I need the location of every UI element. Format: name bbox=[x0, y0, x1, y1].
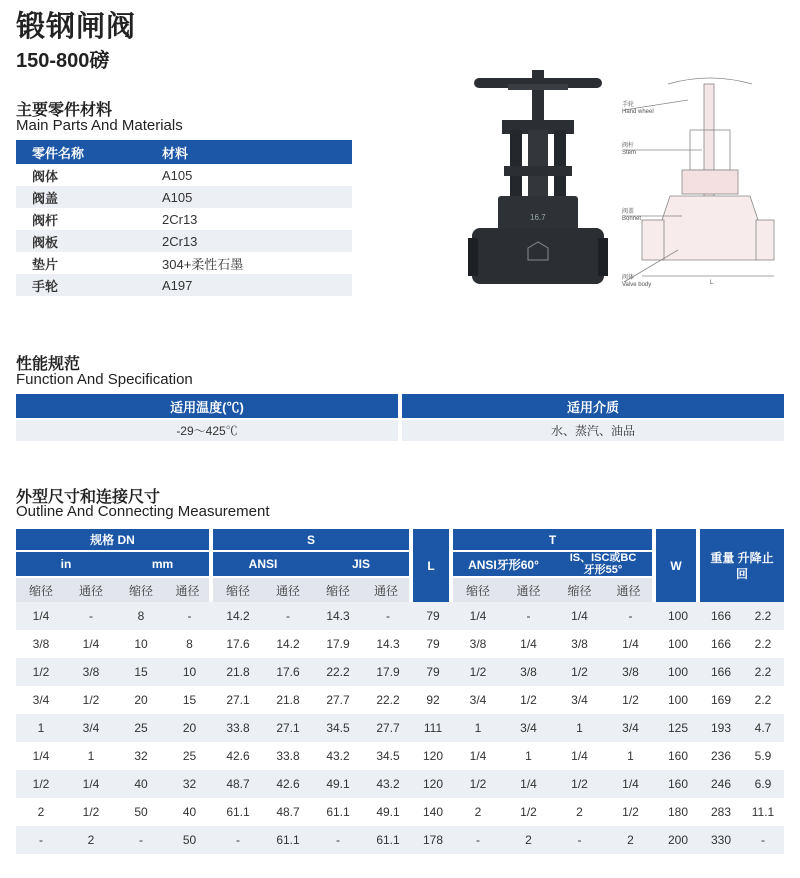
part-name: 手轮 bbox=[16, 274, 162, 296]
table-cell: 6.9 bbox=[742, 770, 784, 798]
header-dn: 规格 DN bbox=[16, 529, 213, 552]
table-cell: 283 bbox=[710, 805, 732, 819]
table-row bbox=[16, 826, 784, 854]
table-row bbox=[16, 798, 784, 826]
table-cell: 14.2 bbox=[213, 602, 263, 630]
table-cell: 3/4 bbox=[605, 714, 656, 742]
table-cell: 34.5 bbox=[313, 714, 363, 742]
table-cell: 236 bbox=[710, 749, 732, 763]
table-cell: 3/4 bbox=[469, 693, 487, 707]
table-cell: 1/2 bbox=[82, 805, 100, 819]
table-cell: 61.1 bbox=[326, 805, 350, 819]
header-jis: JIS bbox=[313, 552, 413, 578]
label-bonnet-cn: 阀盖 bbox=[622, 209, 635, 215]
part-material: A105 bbox=[162, 167, 193, 183]
table-cell: - bbox=[554, 826, 605, 854]
header-mm: mm bbox=[116, 552, 213, 578]
table-cell: 100 bbox=[667, 637, 689, 651]
part-name: 阀板 bbox=[16, 230, 162, 252]
label-hand-wheel-cn: 手轮 bbox=[622, 102, 635, 108]
table-cell: 2 bbox=[503, 826, 554, 854]
table-cell: 111 bbox=[413, 714, 453, 742]
sub-header: 缩径 bbox=[213, 578, 263, 602]
table-cell: 1 bbox=[525, 749, 532, 763]
table-cell: - bbox=[503, 602, 554, 630]
parts-table bbox=[16, 140, 352, 296]
table-cell: 8 bbox=[186, 637, 193, 651]
table-cell: 1 bbox=[453, 714, 503, 742]
table-cell: 2 bbox=[66, 826, 116, 854]
table-cell: 1/4 bbox=[66, 770, 116, 798]
table-cell: 4.7 bbox=[742, 714, 784, 742]
table-cell: 61.1 bbox=[226, 805, 250, 819]
table-cell: 20 bbox=[134, 693, 148, 707]
table-cell: 14.2 bbox=[276, 637, 300, 651]
table-row bbox=[16, 658, 784, 686]
table-cell: 166 bbox=[710, 637, 732, 651]
label-l: L bbox=[710, 280, 714, 286]
part-name: 垫片 bbox=[32, 256, 59, 272]
table-cell: 160 bbox=[656, 770, 700, 798]
table-cell: 3/8 bbox=[469, 637, 487, 651]
table-cell: 79 bbox=[426, 637, 440, 651]
table-cell: 1/4 bbox=[16, 602, 66, 630]
table-cell: 32 bbox=[134, 749, 148, 763]
table-cell: - bbox=[116, 826, 166, 854]
table-cell: 42.6 bbox=[263, 770, 313, 798]
table-cell: 2.2 bbox=[742, 658, 784, 686]
header-weight-text: 重量 升降止回 bbox=[710, 550, 774, 581]
table-cell: 180 bbox=[667, 805, 689, 819]
table-cell: 1/4 bbox=[503, 770, 554, 798]
table-cell: 27.1 bbox=[226, 693, 250, 707]
label-stem-en: Stem bbox=[622, 150, 637, 156]
part-material: 2Cr13 bbox=[162, 230, 352, 252]
table-cell: 40 bbox=[116, 770, 166, 798]
parts-header-row bbox=[16, 140, 352, 164]
table-cell: 169 bbox=[710, 693, 732, 707]
part-material: 304+柔性石墨 bbox=[162, 256, 244, 272]
table-cell: 178 bbox=[413, 826, 453, 854]
sub-header: 缩径 bbox=[16, 578, 66, 602]
table-cell: 49.1 bbox=[313, 770, 363, 798]
table-row bbox=[16, 208, 352, 230]
table-cell: 246 bbox=[700, 770, 742, 798]
label-body-cn: 阀体 bbox=[622, 275, 635, 281]
table-cell: 160 bbox=[667, 749, 689, 763]
table-cell: 1/2 bbox=[622, 693, 639, 707]
table-cell: 1/4 bbox=[571, 749, 588, 763]
dimension-table bbox=[16, 529, 784, 602]
table-cell: 21.8 bbox=[213, 658, 263, 686]
table-cell: 11.1 bbox=[751, 805, 775, 819]
table-cell: 40 bbox=[182, 805, 197, 819]
table-cell: 2.2 bbox=[754, 693, 772, 707]
table-cell: 2 bbox=[576, 805, 583, 819]
part-name: 阀杆 bbox=[32, 212, 59, 228]
table-cell: 3/8 bbox=[66, 658, 116, 686]
table-row bbox=[16, 602, 784, 630]
table-cell: 43.2 bbox=[326, 749, 350, 763]
header-w: W bbox=[656, 529, 700, 602]
label-bonnet-en: Bonnet bbox=[622, 216, 642, 222]
parts-title-en: Main Parts And Materials bbox=[16, 117, 183, 134]
photo-mark: 16.7 bbox=[530, 213, 546, 222]
spec-table bbox=[16, 394, 784, 441]
header-t: T bbox=[453, 529, 656, 552]
table-row bbox=[16, 252, 352, 274]
table-cell: 120 bbox=[413, 770, 453, 798]
table-cell: 27.7 bbox=[326, 693, 350, 707]
table-cell: - bbox=[166, 602, 213, 630]
table-cell: 50 bbox=[166, 826, 213, 854]
table-cell: 14.3 bbox=[376, 637, 400, 651]
table-cell: 61.1 bbox=[263, 826, 313, 854]
table-cell: 17.6 bbox=[263, 658, 313, 686]
table-cell: 22.2 bbox=[313, 658, 363, 686]
table-cell: 10 bbox=[166, 658, 213, 686]
valve-section-drawing bbox=[618, 70, 778, 295]
table-cell: 2.2 bbox=[754, 637, 772, 651]
table-cell: 1 bbox=[87, 749, 95, 763]
table-cell: 1/2 bbox=[622, 805, 639, 819]
table-cell: 100 bbox=[656, 602, 700, 630]
table-cell: 3/4 bbox=[66, 714, 116, 742]
table-cell: 17.9 bbox=[326, 637, 350, 651]
dim-title-en: Outline And Connecting Measurement bbox=[16, 503, 270, 520]
part-material: A197 bbox=[162, 274, 352, 296]
table-cell: 193 bbox=[700, 714, 742, 742]
table-cell: 22.2 bbox=[376, 693, 400, 707]
table-row bbox=[16, 230, 352, 252]
sub-header: 缩径 bbox=[453, 578, 503, 602]
table-cell: 100 bbox=[656, 658, 700, 686]
table-cell: - bbox=[363, 602, 413, 630]
table-cell: 43.2 bbox=[363, 770, 413, 798]
parts-title-cn: 主要零件材料 bbox=[16, 102, 113, 119]
table-cell: 2 bbox=[37, 805, 45, 819]
spec-title-en: Function And Specification bbox=[16, 371, 193, 388]
table-cell: 1/2 bbox=[16, 658, 66, 686]
sub-header: 缩径 bbox=[554, 578, 605, 602]
table-cell: 1/2 bbox=[82, 693, 100, 707]
table-cell: 17.9 bbox=[363, 658, 413, 686]
table-cell: 1/2 bbox=[16, 770, 66, 798]
header-ansi: ANSI bbox=[213, 552, 313, 578]
page-subtitle: 150-800磅 bbox=[16, 50, 110, 72]
table-cell: - bbox=[453, 826, 503, 854]
table-row bbox=[16, 770, 784, 798]
label-hand-wheel-en: Hand wheel bbox=[622, 109, 654, 115]
header-is-thread bbox=[554, 552, 656, 578]
table-cell: 25 bbox=[182, 749, 197, 763]
table-cell: 1 bbox=[16, 714, 66, 742]
header-s: S bbox=[213, 529, 413, 552]
table-row bbox=[16, 186, 352, 208]
sub-header: 通径 bbox=[66, 578, 116, 602]
table-cell: 61.1 bbox=[363, 826, 413, 854]
table-cell: 1/4 bbox=[32, 749, 50, 763]
table-row bbox=[16, 164, 352, 186]
table-row bbox=[16, 714, 784, 742]
table-cell: 50 bbox=[134, 805, 148, 819]
table-cell: - bbox=[263, 602, 313, 630]
spec-header-medium: 适用介质 bbox=[402, 394, 784, 418]
table-cell: 140 bbox=[422, 805, 444, 819]
table-cell: 25 bbox=[116, 714, 166, 742]
table-cell: 15 bbox=[116, 658, 166, 686]
valve-photo bbox=[468, 70, 608, 290]
table-cell: - bbox=[213, 826, 263, 854]
dim-title-cn: 外型尺寸和连接尺寸 bbox=[16, 489, 161, 506]
sub-header: 通径 bbox=[263, 578, 313, 602]
table-cell: 1/2 bbox=[520, 693, 537, 707]
table-cell: 8 bbox=[116, 602, 166, 630]
table-cell: 14.3 bbox=[313, 602, 363, 630]
table-cell: 3/8 bbox=[571, 637, 588, 651]
parts-header-name: 零件名称 bbox=[16, 140, 162, 164]
table-cell: 42.6 bbox=[226, 749, 250, 763]
table-cell: 2.2 bbox=[742, 602, 784, 630]
table-cell: 1/4 bbox=[453, 602, 503, 630]
table-cell: 10 bbox=[134, 637, 148, 651]
table-cell: 79 bbox=[413, 602, 453, 630]
parts-header-material: 材料 bbox=[162, 140, 352, 164]
page-title: 锻钢闸阀 bbox=[16, 11, 137, 43]
table-cell: 21.8 bbox=[276, 693, 300, 707]
table-row bbox=[16, 274, 352, 296]
table-cell: 1/4 bbox=[554, 602, 605, 630]
table-cell: - bbox=[16, 826, 66, 854]
table-cell: 3/4 bbox=[32, 693, 50, 707]
spec-value-medium: 水、蒸汽、油品 bbox=[402, 420, 784, 441]
table-cell: - bbox=[742, 826, 784, 854]
table-cell: 1/4 bbox=[622, 637, 639, 651]
table-cell: 125 bbox=[656, 714, 700, 742]
table-cell: 17.6 bbox=[226, 637, 250, 651]
table-cell: 2 bbox=[474, 805, 482, 819]
table-cell: 166 bbox=[700, 602, 742, 630]
table-cell: 49.1 bbox=[376, 805, 400, 819]
table-row bbox=[16, 630, 784, 658]
sub-header: 缩径 bbox=[116, 578, 166, 602]
sub-header: 通径 bbox=[363, 578, 413, 602]
table-cell: 1 bbox=[627, 749, 634, 763]
table-cell: - bbox=[313, 826, 363, 854]
table-cell: 5.9 bbox=[754, 749, 772, 763]
table-cell: 3/4 bbox=[571, 693, 588, 707]
label-body-en: Valve body bbox=[622, 282, 652, 288]
table-cell: 1/2 bbox=[554, 658, 605, 686]
table-cell: 1/4 bbox=[82, 637, 100, 651]
table-cell: 1/2 bbox=[453, 658, 503, 686]
sub-header: 缩径 bbox=[313, 578, 363, 602]
table-cell: 34.5 bbox=[376, 749, 400, 763]
table-cell: 33.8 bbox=[213, 714, 263, 742]
part-name: 阀体 bbox=[32, 168, 59, 184]
table-cell: 27.7 bbox=[363, 714, 413, 742]
table-cell: 166 bbox=[700, 658, 742, 686]
table-cell: 3/4 bbox=[503, 714, 554, 742]
table-cell: 2 bbox=[605, 826, 656, 854]
spec-title-cn: 性能规范 bbox=[16, 356, 81, 373]
table-cell: 92 bbox=[426, 693, 440, 707]
table-cell: 15 bbox=[182, 693, 197, 707]
header-ansi-thread: ANSI牙形60° bbox=[453, 552, 554, 578]
table-cell: 1/4 bbox=[520, 637, 537, 651]
table-cell: 1 bbox=[554, 714, 605, 742]
table-cell: 27.1 bbox=[263, 714, 313, 742]
table-cell: 1/2 bbox=[453, 770, 503, 798]
table-row bbox=[16, 686, 784, 714]
part-name: 阀盖 bbox=[16, 186, 162, 208]
table-cell: 330 bbox=[700, 826, 742, 854]
header-l: L bbox=[413, 529, 453, 602]
table-cell: 3/8 bbox=[605, 658, 656, 686]
table-cell: 1/4 bbox=[605, 770, 656, 798]
header-in: in bbox=[16, 552, 116, 578]
spec-header-temp: 适用温度(℃) bbox=[16, 394, 398, 418]
part-material: A105 bbox=[162, 186, 352, 208]
sub-header: 通径 bbox=[503, 578, 554, 602]
table-cell: 48.7 bbox=[213, 770, 263, 798]
label-stem-cn: 阀杆 bbox=[622, 143, 635, 149]
table-cell: 20 bbox=[166, 714, 213, 742]
table-cell: - bbox=[66, 602, 116, 630]
table-cell: 48.7 bbox=[276, 805, 300, 819]
table-cell: 3/8 bbox=[503, 658, 554, 686]
table-cell: 3/8 bbox=[32, 637, 50, 651]
sub-header: 通径 bbox=[166, 578, 213, 602]
table-cell: 33.8 bbox=[276, 749, 300, 763]
table-cell: 200 bbox=[656, 826, 700, 854]
sub-header: 通径 bbox=[605, 578, 656, 602]
dimension-table-body bbox=[16, 602, 784, 854]
header-is-thread-text: IS、ISC或BC 牙形55° bbox=[569, 552, 637, 576]
table-cell: 79 bbox=[413, 658, 453, 686]
part-material: 2Cr13 bbox=[162, 211, 198, 227]
table-cell: 1/2 bbox=[520, 805, 537, 819]
header-weight bbox=[700, 529, 784, 602]
table-cell: 32 bbox=[166, 770, 213, 798]
table-cell: 100 bbox=[667, 693, 689, 707]
table-row bbox=[16, 742, 784, 770]
table-cell: 1/4 bbox=[469, 749, 487, 763]
table-cell: 1/2 bbox=[554, 770, 605, 798]
spec-value-temp: -29～425℃ bbox=[16, 420, 398, 441]
table-cell: 120 bbox=[422, 749, 444, 763]
table-cell: - bbox=[605, 602, 656, 630]
